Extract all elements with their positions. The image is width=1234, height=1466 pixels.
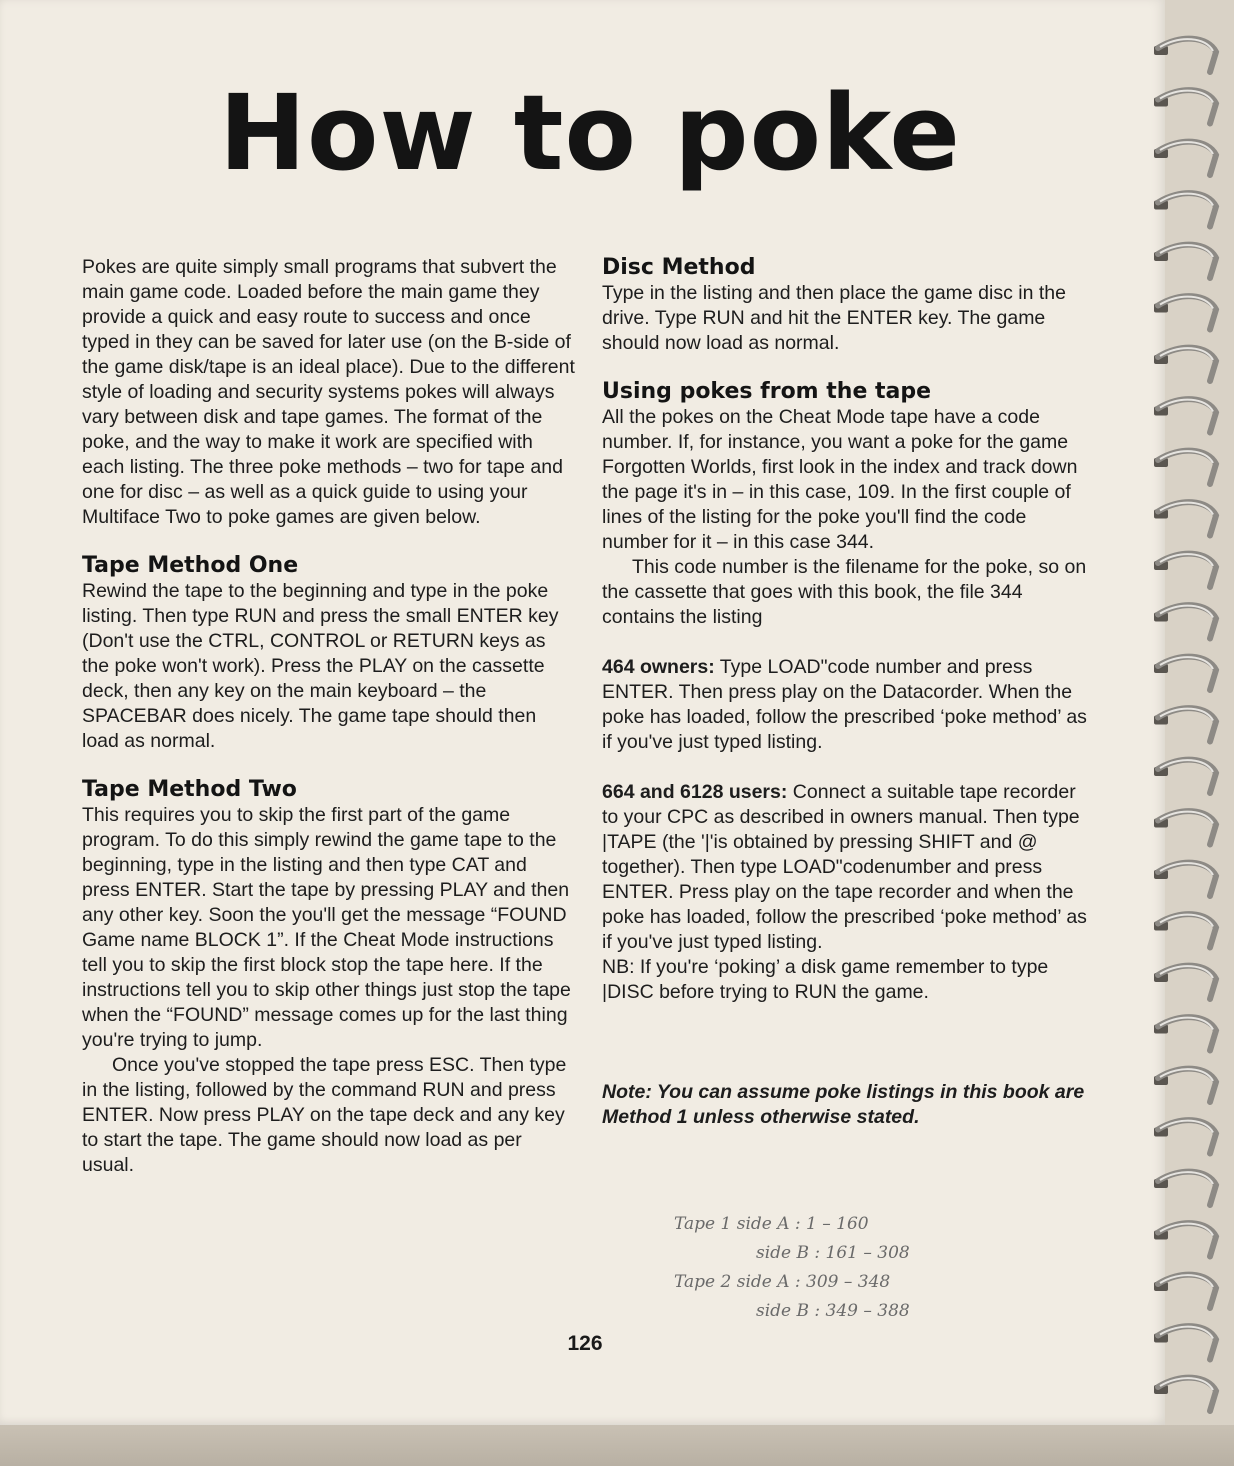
using-pokes-heading: Using pokes from the tape (602, 379, 932, 404)
users-664-text: Connect a suitable tape recorder to your CPC as described in owners manual. Then type |TAPE (the '|'is obtained by pressing SHIFT and @ together). Then type LOAD"codenumber and press ENTER. Press play on the tape recorder and when the poke has loaded, follow the prescribed ‘poke method’ as if you've just typed listing. (602, 781, 1087, 953)
spiral-loop (1154, 1017, 1216, 1050)
handwritten-line-4: side B : 349 – 388 (756, 1301, 910, 1321)
spiral-loop (1154, 39, 1216, 72)
spiral-loop (1154, 657, 1216, 690)
left-column (82, 255, 577, 1178)
spiral-loop (1154, 760, 1216, 793)
spiral-loop (1154, 348, 1216, 381)
spiral-loop (1154, 863, 1216, 896)
owners-464-lead: 464 owners: (602, 656, 715, 678)
tape-method-two-body-continued: Once you've stopped the tape press ESC. Then type in the listing, followed by the command RUN and press ENTER. Now press PLAY on the tape deck and any key to start the tape. The game should now load as per usual. (82, 1054, 567, 1176)
spiral-loop (1154, 605, 1216, 638)
spiral-loop (1154, 245, 1216, 278)
tape-method-two-heading: Tape Method Two (82, 777, 297, 802)
spiral-binding (1150, 20, 1234, 1420)
owners-464-text: Type LOAD"code number and press ENTER. Then press play on the Datacorder. When the poke has loaded, follow the prescribed ‘poke method’ as if you've just typed listing. (602, 656, 1087, 753)
intro-paragraph: Pokes are quite simply small programs that subvert the main game code. Loaded before the main game they provide a quick and easy route to success and once typed in they can be saved for later use (on the B-side of the game disk/tape is an ideal place). Due to the different style of loading and security systems pokes will always vary between disk and tape games. The format of the poke, and the way to make it work are specified with each listing. The three poke methods – two for tape and one for disc – as well as a quick guide to using your Multiface Two to poke games are given below. (82, 256, 575, 528)
disc-method-body: Type in the listing and then place the game disc in the drive. Type RUN and hit the ENTER key. The game should now load as normal. (602, 282, 1066, 354)
using-pokes-body: All the pokes on the Cheat Mode tape have a code number. If, for instance, you want a poke for the game Forgotten Worlds, first look in the index and track down the page it's in – in this case, 109. In the first couple of lines of the listing for the poke you'll find the code number for it – in this case 344. (602, 406, 1078, 553)
spiral-loop (1154, 1120, 1216, 1153)
spiral-loop (1154, 502, 1216, 535)
users-664-lead: 664 and 6128 users: (602, 781, 788, 803)
spiral-loop (1154, 451, 1216, 484)
nb-paragraph: NB: If you're ‘poking’ a disk game remember to type |DISC before trying to RUN the game. (602, 956, 1049, 1003)
spiral-loop (1154, 1326, 1216, 1359)
disc-method-heading: Disc Method (602, 255, 756, 280)
handwritten-line-3: Tape 2 side A : 309 – 348 (674, 1272, 891, 1292)
spiral-loop (1154, 966, 1216, 999)
spiral-loop (1154, 90, 1216, 123)
tape-method-one-heading: Tape Method One (82, 553, 299, 578)
spiral-loop (1154, 811, 1216, 844)
spiral-loop (1154, 708, 1216, 741)
spiral-loop (1154, 399, 1216, 432)
spiral-loop (1154, 1275, 1216, 1308)
spiral-loop (1154, 142, 1216, 175)
users-664-paragraph (602, 780, 1092, 955)
handwritten-line-2: side B : 161 – 308 (756, 1243, 910, 1263)
spiral-loop (1154, 1069, 1216, 1102)
page-number: 126 (567, 1332, 603, 1355)
tape-method-one-body: Rewind the tape to the beginning and type in the poke listing. Then type RUN and press the small ENTER key (Don't use the CTRL, CONTROL or RETURN keys as the poke won't work). Press the PLAY on the cassette deck, then any key on the main keyboard – the SPACEBAR does nicely. The game tape should then load as normal. (82, 580, 559, 752)
page-title: How to poke (219, 72, 961, 194)
spiral-loop (1154, 193, 1216, 226)
spiral-loop (1154, 1223, 1216, 1256)
page-stack-edge (0, 1425, 1234, 1466)
spiral-loop (1154, 1172, 1216, 1205)
handwritten-line-1: Tape 1 side A : 1 – 160 (674, 1214, 869, 1234)
spiral-loop (1154, 296, 1216, 329)
method-note: Note: You can assume poke listings in this book are Method 1 unless otherwise stated. (602, 1081, 1085, 1128)
owners-464-paragraph (602, 655, 1092, 755)
tape-method-two-body: This requires you to skip the first part of the game program. To do this simply rewind the game tape to the beginning, type in the listing and then type CAT and press ENTER. Start the tape by pressing PLAY and then any other key. Soon the you'll get the message “FOUND Game name BLOCK 1”. If the Cheat Mode instructions tell you to skip the first block stop the tape here. If the instructions tell you to skip other things just stop the tape when the “FOUND” message comes up for the last thing you're trying to jump. (82, 804, 571, 1051)
using-pokes-body-continued: This code number is the filename for the poke, so on the cassette that goes with this book, the file 344 contains the listing (602, 556, 1087, 628)
handwritten-tape-notes (674, 1210, 974, 1326)
spiral-loop (1154, 914, 1216, 947)
right-column (602, 255, 1092, 1130)
spiral-loop (1154, 554, 1216, 587)
spiral-loop (1154, 1378, 1216, 1411)
